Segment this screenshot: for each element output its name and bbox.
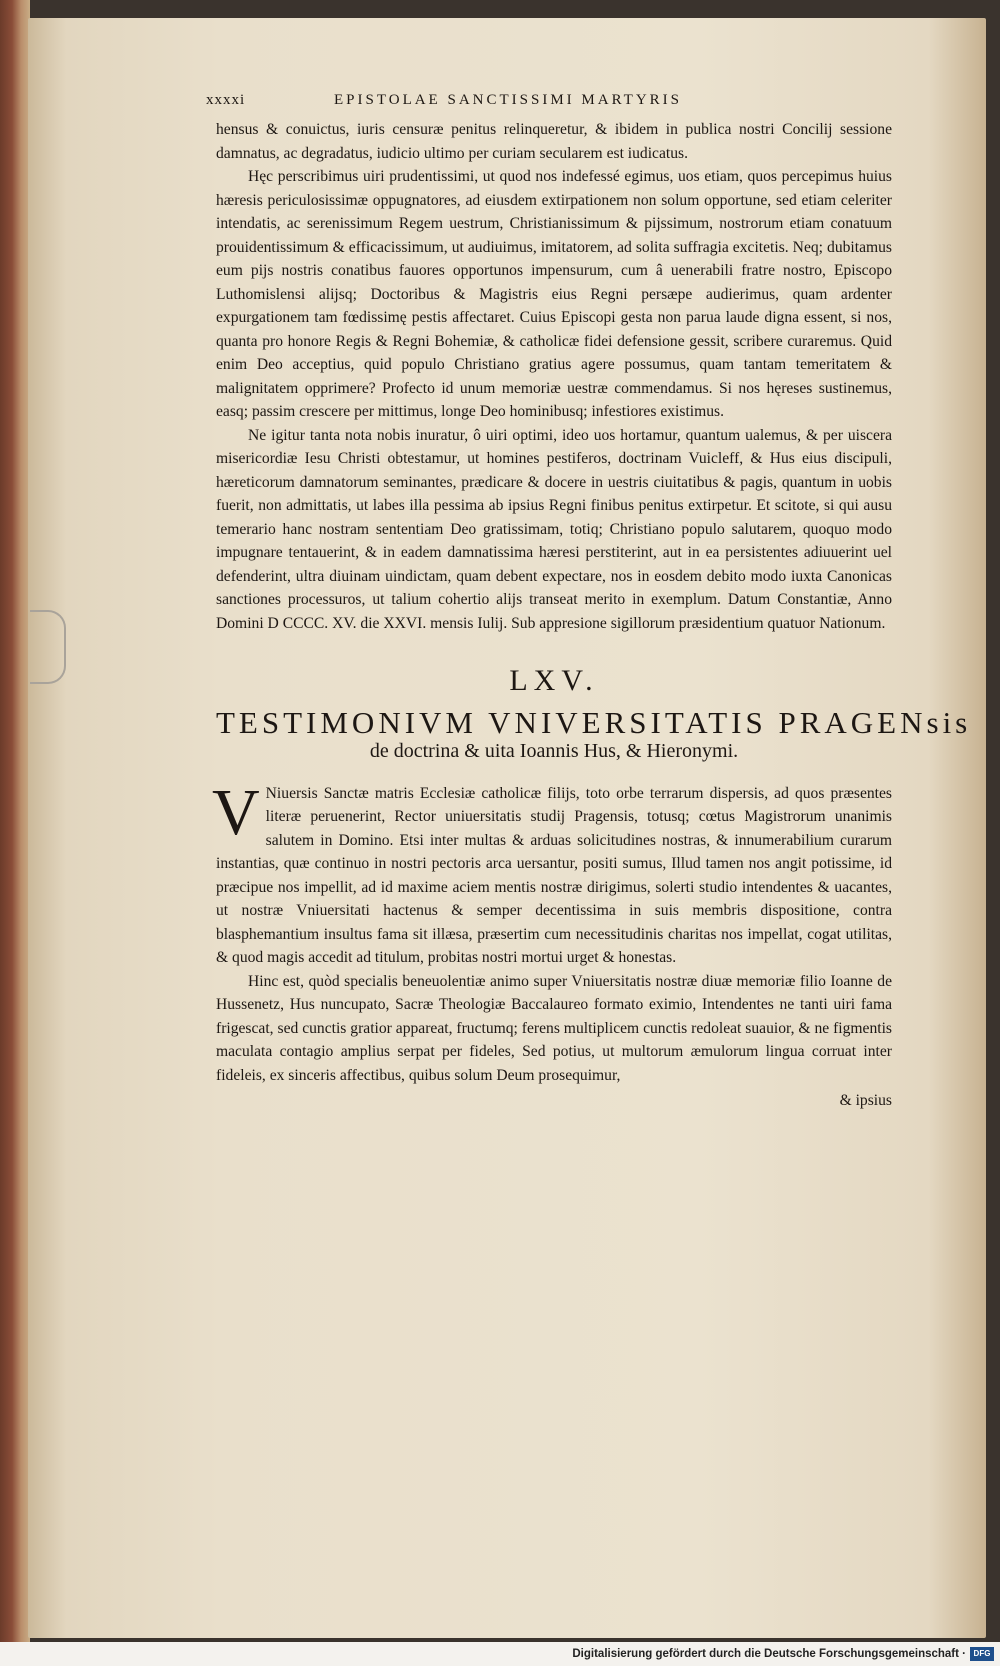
paragraph-continued: hensus & conuictus, iuris censuræ penitus relinqueretur, & ibidem in publica nostri Concilij sessione damnatus, ac degradatus, iudicio ultimo per curiam secularem est iudicatus. <box>216 121 892 162</box>
book-binding-edge <box>0 0 30 1666</box>
funding-credit: Digitalisierung gefördert durch die Deutsche Forschungsgemeinschaft · <box>572 1648 966 1660</box>
page-clip <box>30 610 66 684</box>
paragraph: Ne igitur tanta nota nobis inuratur, ô uiri optimi, ideo uos hortamur, quantum ualemus, & per uiscera misericordiæ Iesu Christi obtestamur, ut homines pestiferos, doctrinam Vuicleff, & Hus eius discipuli, hæreticorum damnatorum seminantes, prædicare & docere in uestris ciuitatibus & pagis, quantum in uobis fuerit, non admittatis, ut labes illa pessima ab ipsius Regni finibus penitus extirpetur. Et scitote, si qui ausu temerario hanc nostram sententiam Deo gratissimam, totiq; Christiano populo salutarem, quoquo modo impugnare tentauerint, & in eadem damnatissima hæresi perstiterint, aut in ea persistentes adiuuerint uel defenderint, ultra diuinam uindictam, quam debent expectare, nos in eosdem debito modo iuxta Canonicas sanctiones processuros, ut talium cohertio alijs transeat merito in exemplum. Datum Constantiæ, Anno Domini D CCCC. XV. die XXVI. mensis Iulij. Sub appresione sigillorum præsidentium quatuor Nationum. <box>216 426 892 632</box>
page-text <box>212 118 972 1113</box>
section-subtitle: de doctrina & uita Ioannis Hus, & Hieronymi. <box>369 740 739 762</box>
paragraph: Niuersis Sanctæ matris Ecclesiæ catholicæ filijs, toto orbe terrarum dispersis, ad quos præsentes literæ peruenerint, Rector uniuersitatis studij Pragensis, totusq; cœtus Magistrorum unanimis salutem in Domino. Etsi inter multas & arduas solicitudines nostras, & innumerabilium curarum instantias, quæ continuo in nostri pectoris arca uersantur, positi sumus, Illud tamen nos angit potissime, id præcipue nos impellit, ad id maxime aciem mentis nostræ dirigimus, solerti studio intendentes & uacantes, ut nostræ Vniuersitati hactenus & semper decentissima in suis membris dispositione, contra blasphemantium insultus fama sit illæsa, præsertim cum necessitudinis charitas nos impellat, cogat utilitas, & quod magis accedit ad titulum, probitas nostri mortui urget & honestas. <box>216 784 892 966</box>
footer-bar <box>0 1642 1000 1666</box>
section-title: TESTIMONIVM VNIVERSITATIS PRAGENsis <box>216 704 972 740</box>
drop-cap: V <box>212 775 260 849</box>
dfg-logo: DFG <box>970 1647 994 1661</box>
section-body <box>212 775 892 970</box>
section-number: LXV. <box>509 664 599 697</box>
catchword: & ipsius <box>839 1092 892 1109</box>
folio: xxxxi <box>206 92 246 108</box>
paragraph: Hinc est, quòd specialis beneuolentiæ animo super Vniuersitatis nostræ diuæ memoriæ filio Ioanne de Hussenetz, Hus nuncupato, Sacræ Theologiæ Baccalaureo formato eximio, Intendentes ne tanti uiri fama frigescat, sed cunctis gratior appareat, fructumq; ferens multiplicem cunctis redoleat suauior, & ne figmentis maculata contagio amplius serpat per fideles, Sed potius, ut multorum æmulorum lingua corruat inter fideleis, ex sinceris affectibus, quibus solum Deum prosequimur, <box>216 972 892 1084</box>
paragraph: Hęc perscribimus uiri prudentissimi, ut quod nos indefessé egimus, uos etiam, quos percepimus huius hæresis periculosissimæ oppugnatores, ad eiusdem extirpationem non solum opportune, sed etiam celeriter intendatis, ac serenissimum Regem uestrum, Christianissimum & pijssimum, nostrorum etiam conatuum prouidentissimum & efficacissimum, ut audiuimus, imitatorem, ad solita suffragia excitetis. Neq; dubitamus eum pijs nostris conatibus fauores opportunos impensurum, cum â uenerabili fratre nostro, Episcopo Luthomislensi alijsq; Doctoribus & Magistris eius Regni persæpe audierimus, quam ardenter expurgationem tam fœdissimę pestis affectaret. Cuius Episcopi gesta non parua laude digna essent, si nos, quanta pro honore Regis & Regni Bohemiæ, & catholicæ fidei defensione gessit, scribere curaremus. Quid enim Deo acceptius, quid populo Christiano gratius agere possumus, quam tantam temeritatem & malignitatem opprimere? Profecto id unum memoriæ uestræ commendamus. Si nos hęreses sustinemus, easq; passim crescere per mittimus, longe Deo hominibusq; infestiores existimus. <box>216 168 892 420</box>
running-head-title: EPISTOLAE SANCTISSIMI MARTYRIS <box>334 92 683 108</box>
